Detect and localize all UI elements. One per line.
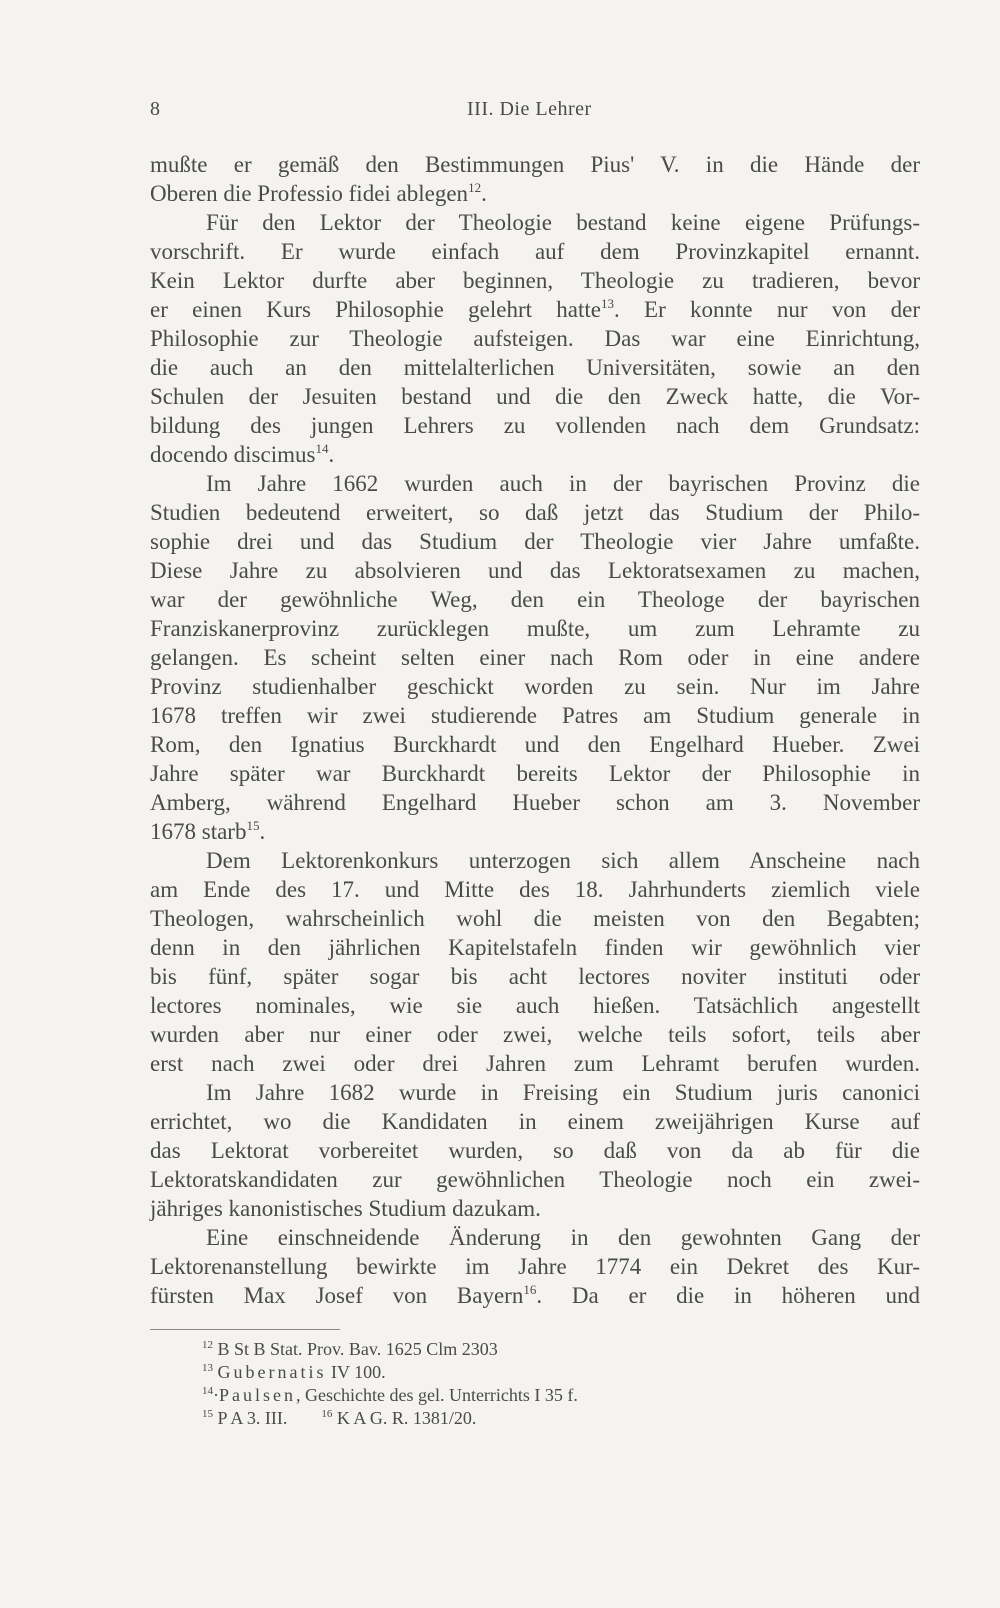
text-line: gelangen. Es scheint selten einer nach Rom oder in eine andere [150,645,920,670]
footnote-text: IV 100. [330,1362,386,1382]
footnote-12 [202,1338,902,1361]
text-line: das Lektorat vorbereitet wurden, so daß von da ab für die [150,1138,920,1163]
footnote-text: , Geschichte des gel. Unterrichts I 35 f. [296,1385,578,1405]
text-line: am Ende des 17. und Mitte des 18. Jahrhunderts ziemlich viele [150,877,920,902]
footnote-divider [150,1329,340,1330]
text-line: mußte er gemäß den Bestimmungen Pius' V. in die Hände der [150,152,920,177]
footnote-number: 16 [321,1408,333,1420]
footnote-text: K A G. R. 1381/20. [336,1408,477,1428]
text-line: jähriges kanonistisches Studium dazukam. [150,1196,541,1221]
footnote-text: B St B Stat. Prov. Bav. 1625 Clm 2303 [217,1339,498,1359]
text-line: Dem Lektorenkonkurs unterzogen sich allem Anscheine nach [206,848,920,873]
text-line: sophie drei und das Studium der Theologie vier Jahre umfaßte. [150,529,920,554]
text-line: vorschrift. Er wurde einfach auf dem Provinzkapitel ernannt. [150,239,920,264]
text-line: er einen Kurs Philosophie gelehrt hatte$^{13}$. Er konnte nur von der [150,296,920,322]
text-line: lectores nominales, wie sie auch hießen. Tatsächlich angestellt [150,993,920,1018]
footnote-number: 15 [202,1408,213,1420]
footnote-ref: 16 [523,1282,537,1297]
footnote-15-16 [202,1407,902,1430]
text-line: Eine einschneidende Änderung in den gewohnten Gang der [206,1225,920,1250]
text-line: Rom, den Ignatius Burckhardt und den Engelhard Hueber. Zwei [150,732,920,757]
text-line: denn in den jährlichen Kapitelstafeln finden wir gewöhnlich vier [150,935,920,960]
footnote-ref: 13 [600,296,614,311]
text-line: Im Jahre 1662 wurden auch in der bayrischen Provinz die [206,471,920,496]
body-text [150,150,920,1310]
text-line: Studien bedeutend erweitert, so daß jetzt das Studium der Philo- [150,500,920,525]
text-line: 1678 treffen wir zwei studierende Patres am Studium generale in [150,703,920,728]
text-line: Lektorenanstellung bewirkte im Jahre 1774 ein Dekret des Kur- [150,1254,920,1279]
page-header [150,98,920,128]
text-line: wurden aber nur einer oder zwei, welche teils sofort, teils aber [150,1022,920,1047]
footnote-ref: 15 [246,818,260,833]
text-line: Franziskanerprovinz zurücklegen mußte, um zum Lehramte zu [150,616,920,641]
footnote-ref: 14 [315,441,329,456]
text-line: Amberg, während Engelhard Hueber schon am 3. November [150,790,920,815]
text-line: bildung des jungen Lehrers zu vollenden nach dem Grundsatz: [150,413,920,438]
text-line: Schulen der Jesuiten bestand und die den Zweck hatte, die Vor- [150,384,920,409]
text-line: Im Jahre 1682 wurde in Freising ein Studium juris canonici [206,1080,920,1105]
text-line: Theologen, wahrscheinlich wohl die meisten von den Begabten; [150,906,920,931]
text-line: errichtet, wo die Kandidaten in einem zweijährigen Kurse auf [150,1109,920,1134]
text-line: Provinz studienhalber geschickt worden zu sein. Nur im Jahre [150,674,920,699]
text-line: erst nach zwei oder drei Jahren zum Lehramt berufen wurden. [150,1051,920,1076]
text-line: war der gewöhnliche Weg, den ein Theologe der bayrischen [150,587,920,612]
text-line: 1678 starb$^{15}$. [150,818,266,844]
text-line: bis fünf, später sogar bis acht lectores noviter instituti oder [150,964,920,989]
footnote-14: $^{14}$·Paulsen, Geschichte des gel. Unterrichts I 35 f. [202,1385,578,1405]
footnote-13 [202,1361,902,1384]
text-line: Kein Lektor durfte aber beginnen, Theologie zu tradieren, bevor [150,268,920,293]
page-number: 8 [150,98,161,120]
footnote-author: Paulsen [219,1385,296,1405]
text-line: Philosophie zur Theologie aufsteigen. Das war eine Einrichtung, [150,326,920,351]
text-line: Diese Jahre zu absolvieren und das Lektoratsexamen zu machen, [150,558,920,583]
text-line: Jahre später war Burckhardt bereits Lektor der Philosophie in [150,761,920,786]
footnote-text: P A 3. III. [217,1408,288,1428]
footnote-number: 14 [202,1385,213,1397]
text-line: die auch an den mittelalterlichen Universitäten, sowie an den [150,355,920,380]
footnotes [202,1338,902,1430]
text-line: fürsten Max Josef von Bayern$^{16}$. Da er die in höheren und [150,1282,920,1308]
text-line: Lektoratskandidaten zur gewöhnlichen Theologie noch ein zwei- [150,1167,920,1192]
footnote-ref: 12 [468,180,482,195]
text-line: docendo discimus$^{14}$. [150,441,335,467]
text-line: Für den Lektor der Theologie bestand keine eigene Prüfungs- [206,210,920,235]
footnote-number: 13 [202,1362,213,1374]
footnote-author: Gubernatis [217,1362,327,1382]
running-title: III. Die Lehrer [467,98,592,120]
text-line: Oberen die Professio fidei ablegen$^{12}$. [150,180,487,206]
footnote-number: 12 [202,1339,213,1351]
